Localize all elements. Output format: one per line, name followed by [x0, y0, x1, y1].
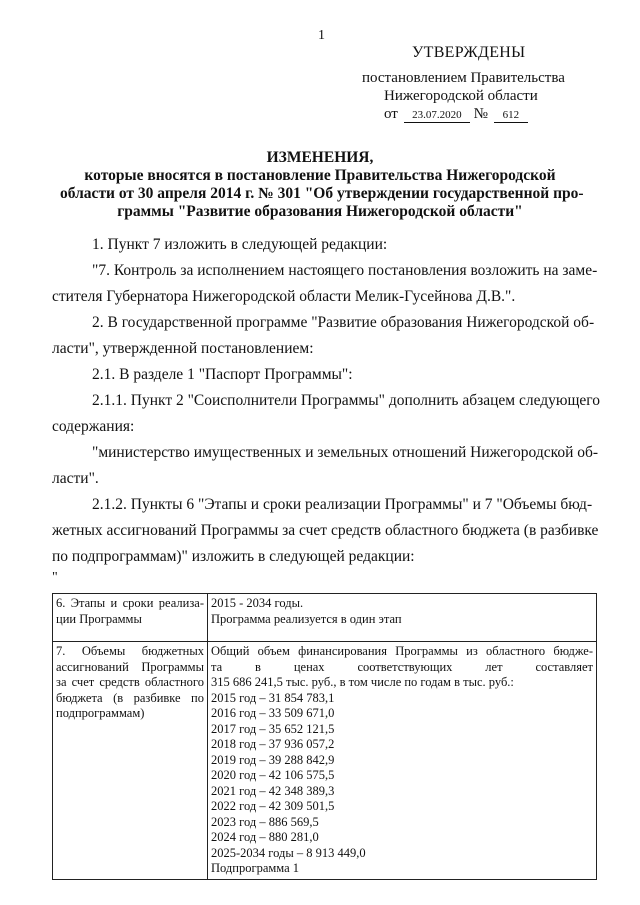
cell-line-year: 2015 год – 31 854 783,1 [211, 690, 335, 705]
approval-line-region: Нижегородской области [384, 88, 538, 104]
number-sign: № [473, 106, 488, 122]
table-row [53, 642, 597, 880]
paragraph-2-1-1-quote: "министерство имущественных и земельных отношений Нижегородской об- [92, 444, 599, 461]
cell-line-year: 2024 год – 880 281,0 [211, 830, 319, 844]
cell-line: 7. Объемы бюджетных [56, 644, 204, 658]
paragraph-2-1-2-end: по подпрограммам)" изложить в следующей редакции: [52, 548, 415, 565]
cell-line-year: 2021 год – 42 348 389,3 [211, 783, 335, 798]
paragraph-1: 1. Пункт 7 изложить в следующей редакции: [92, 236, 388, 253]
approval-date-number [384, 106, 528, 123]
page-number: 1 [318, 28, 325, 43]
paragraph-2-1: 2.1. В разделе 1 "Паспорт Программы": [92, 366, 353, 383]
opening-quote-mark: " [52, 570, 58, 585]
table-cell-label [53, 642, 208, 880]
paragraph-1-quote-end: стителя Губернатора Нижегородской области Мелик-Гусейнова Д.В.". [52, 288, 516, 305]
cell-line: ассигнований Программы [56, 659, 204, 674]
cell-line-year: 2022 год – 42 309 501,5 [211, 799, 335, 813]
cell-line: 6. Этапы и сроки реализа- [56, 596, 204, 610]
cell-line: бюджета (в разбивке по [56, 690, 204, 705]
cell-line: за счет средств областного [56, 675, 204, 689]
cell-line-year: 2018 год – 37 936 057,2 [211, 737, 335, 751]
cell-line: 315 686 241,5 тыс. руб., в том числе по годам в тыс. руб.: [211, 675, 514, 689]
doc-subtitle-line: граммы "Развитие образования Нижегородской области" [117, 203, 523, 220]
cell-line-year: 2025-2034 годы – 8 913 449,0 [211, 845, 366, 860]
doc-subtitle-line: области от 30 апреля 2014 г. № 301 "Об утверждении государственной про- [60, 185, 584, 202]
paragraph-2-1-2: 2.1.2. Пункты 6 "Этапы и сроки реализации Программы" и 7 "Объемы бюд- [92, 496, 593, 513]
paragraph-2-end: ласти", утвержденной постановлением: [52, 340, 314, 357]
paragraph-2-1-1: 2.1.1. Пункт 2 "Соисполнители Программы" дополнить абзацем следующего [92, 392, 601, 409]
table-cell-value [208, 642, 597, 880]
approval-number: 612 [494, 108, 528, 123]
cell-line: Программа реализуется в один этап [211, 611, 402, 626]
program-passport-table [52, 593, 597, 880]
paragraph-2: 2. В государственной программе "Развитие образования Нижегородской об- [92, 314, 595, 331]
cell-line-year: 2016 год – 33 509 671,0 [211, 706, 335, 720]
cell-line-year: 2019 год – 39 288 842,9 [211, 752, 335, 767]
doc-title: ИЗМЕНЕНИЯ, [266, 149, 374, 166]
cell-line: та в ценах соответствующих лет составляет [211, 659, 593, 674]
approval-heading: УТВЕРЖДЕНЫ [412, 44, 526, 61]
paragraph-1-quote: "7. Контроль за исполнением настоящего постановления возложить на заме- [92, 262, 598, 279]
cell-line-year: 2023 год – 886 569,5 [211, 814, 319, 829]
doc-subtitle-line: которые вносятся в постановление Правительства Нижегородской [84, 167, 556, 184]
paragraph-2-1-2-cont: жетных ассигнований Программы за счет средств областного бюджета (в разбивке [52, 522, 599, 539]
cell-line: подпрограммам) [56, 706, 145, 720]
cell-spacer [211, 627, 593, 639]
paragraph-2-1-1-end: содержания: [52, 418, 135, 435]
from-label: от [384, 106, 398, 122]
cell-line: ции Программы [56, 611, 142, 626]
paragraph-2-1-1-quote-end: ласти". [52, 470, 99, 487]
table-cell-value [208, 594, 597, 642]
cell-line-year: 2017 год – 35 652 121,5 [211, 721, 335, 736]
table-cell-label [53, 594, 208, 642]
cell-line-year: 2020 год – 42 106 575,5 [211, 768, 335, 782]
cell-line: 2015 - 2034 годы. [211, 596, 304, 610]
approval-line-resolution: постановлением Правительства [362, 70, 565, 86]
cell-line: Общий объем финансирования Программы из областного бюдже- [211, 644, 593, 658]
approval-date: 23.07.2020 [404, 108, 470, 123]
cell-line-subprogram: Подпрограмма 1 [211, 861, 300, 875]
table-row [53, 594, 597, 642]
